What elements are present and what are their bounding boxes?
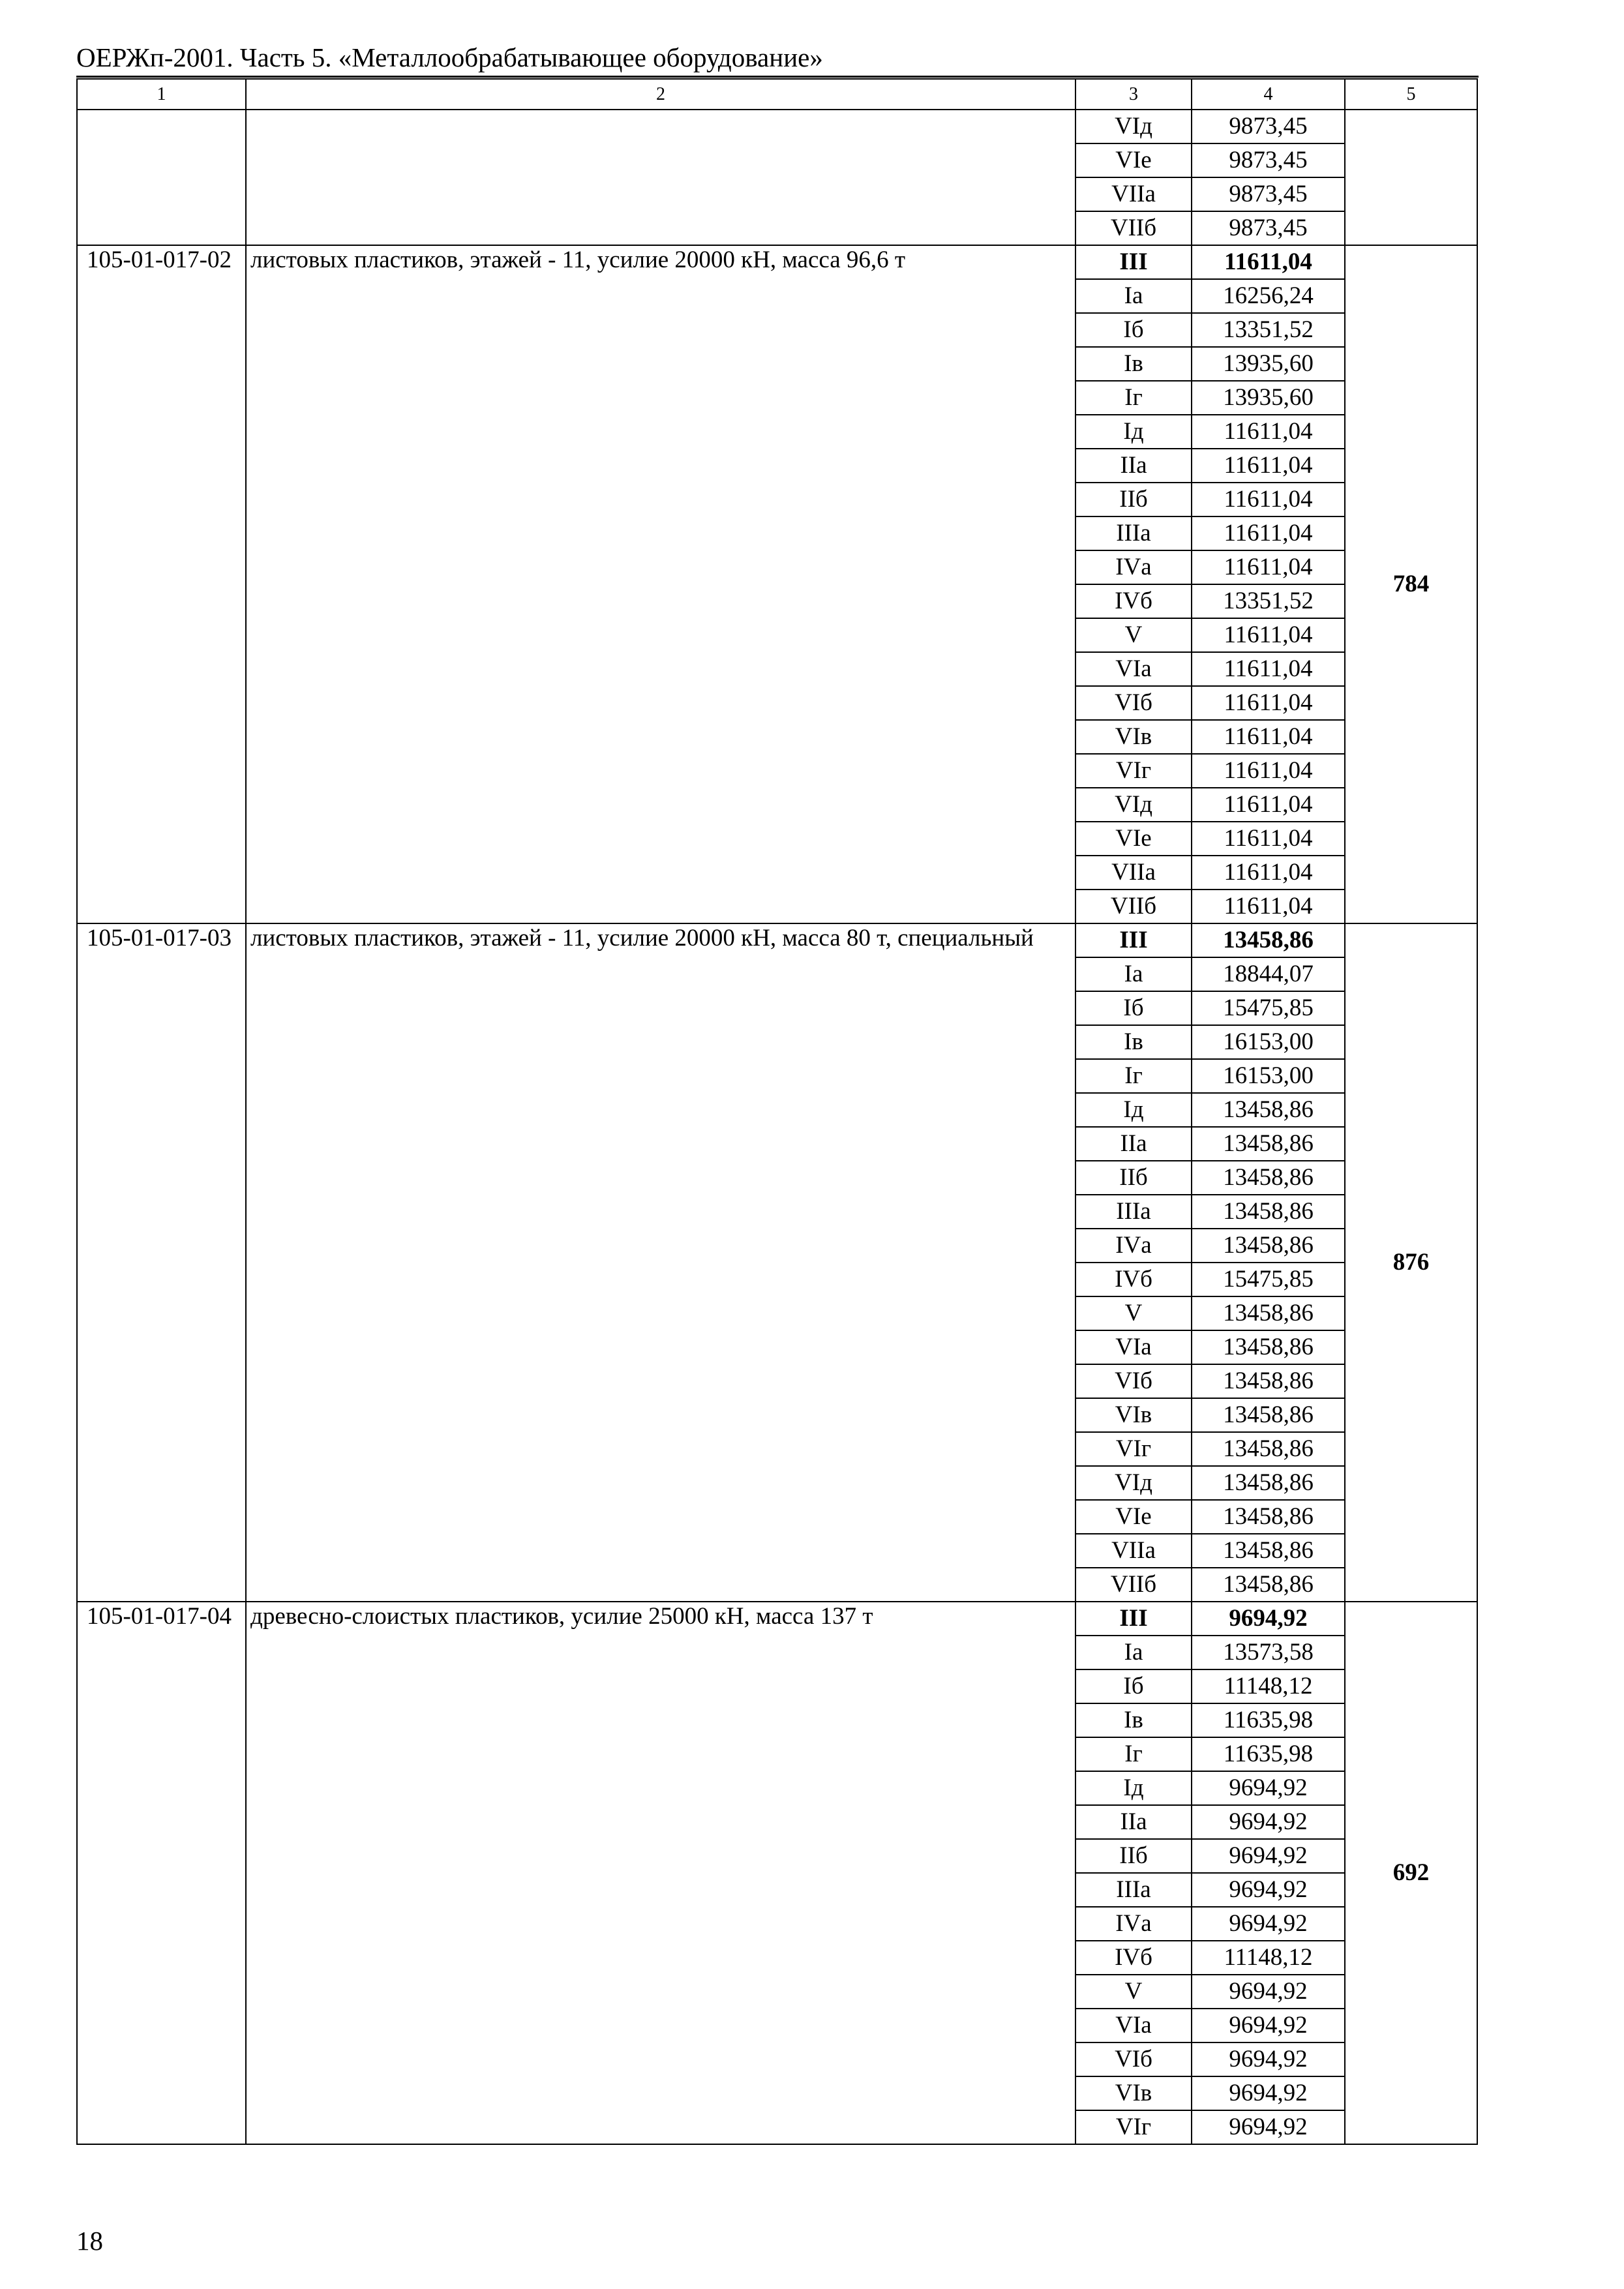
zone-cell: VIг [1075,754,1192,788]
item-col5-value [1345,110,1477,245]
zone-cell: IIа [1075,1127,1192,1161]
zone-cell: Iб [1075,1669,1192,1703]
item-code: 105-01-017-02 [77,245,246,923]
zone-cell: IVб [1075,1941,1192,1975]
price-cell: 13935,60 [1192,347,1345,381]
item-col5-value: 692 [1345,1602,1477,2144]
price-cell: 11635,98 [1192,1703,1345,1737]
price-cell: 11611,04 [1192,720,1345,754]
price-cell: 13458,86 [1192,923,1345,957]
zone-cell: III [1075,1602,1192,1636]
zone-cell: IIIа [1075,516,1192,550]
zone-cell: Iб [1075,313,1192,347]
zone-cell: VIа [1075,2009,1192,2042]
zone-cell: VIг [1075,2110,1192,2144]
zone-cell: Iг [1075,1059,1192,1093]
zone-cell: VIв [1075,2076,1192,2110]
zone-cell: VIг [1075,1432,1192,1466]
price-cell: 9694,92 [1192,1602,1345,1636]
zone-cell: VIд [1075,110,1192,143]
item-col5-value: 876 [1345,923,1477,1602]
zone-cell: VIа [1075,1330,1192,1364]
price-cell: 9873,45 [1192,211,1345,245]
price-cell: 13573,58 [1192,1636,1345,1669]
price-cell: 11611,04 [1192,415,1345,449]
table-row [77,110,1477,143]
zone-cell: Iв [1075,1025,1192,1059]
zone-cell: VIIб [1075,1568,1192,1602]
zone-cell: Iд [1075,415,1192,449]
zone-cell: Iб [1075,991,1192,1025]
price-cell: 9694,92 [1192,2009,1345,2042]
price-cell: 9694,92 [1192,1771,1345,1805]
column-number: 1 [77,79,246,110]
price-cell: 13935,60 [1192,381,1345,415]
item-description: листовых пластиков, этажей - 11, усилие 20000 кН, масса 96,6 т [246,245,1075,923]
zone-cell: VIIа [1075,177,1192,211]
price-cell: 11635,98 [1192,1737,1345,1771]
price-cell: 9873,45 [1192,143,1345,177]
price-cell: 9694,92 [1192,1975,1345,2009]
price-cell: 9694,92 [1192,1839,1345,1873]
zone-cell: Iд [1075,1093,1192,1127]
price-cell: 13351,52 [1192,313,1345,347]
price-cell: 13458,86 [1192,1568,1345,1602]
price-cell: 11611,04 [1192,618,1345,652]
price-cell: 13458,86 [1192,1330,1345,1364]
price-table [76,78,1478,2145]
zone-cell: IIIа [1075,1873,1192,1907]
zone-cell: VIа [1075,652,1192,686]
price-cell: 11611,04 [1192,652,1345,686]
zone-cell: VIв [1075,1398,1192,1432]
zone-cell: IIб [1075,1161,1192,1195]
page-header-title: ОЕРЖп-2001. Часть 5. «Металлообрабатывающее оборудование» [76,40,1479,78]
price-cell: 9694,92 [1192,2042,1345,2076]
price-cell: 15475,85 [1192,1263,1345,1296]
table-row [77,1602,1477,1636]
price-cell: 11611,04 [1192,890,1345,923]
price-cell: 11611,04 [1192,245,1345,279]
zone-cell: Iа [1075,957,1192,991]
zone-cell: IVа [1075,550,1192,584]
zone-cell: VIе [1075,822,1192,856]
zone-cell: VIIа [1075,856,1192,890]
zone-cell: IVб [1075,1263,1192,1296]
zone-cell: VIб [1075,686,1192,720]
price-cell: 13458,86 [1192,1195,1345,1229]
zone-cell: IVа [1075,1229,1192,1263]
item-code [77,110,246,245]
zone-cell: VIб [1075,2042,1192,2076]
price-cell: 11611,04 [1192,483,1345,516]
column-number: 4 [1192,79,1345,110]
page-number: 18 [76,2226,103,2256]
item-description: листовых пластиков, этажей - 11, усилие 20000 кН, масса 80 т, специальный [246,923,1075,1602]
zone-cell: IIб [1075,483,1192,516]
price-cell: 16256,24 [1192,279,1345,313]
zone-cell: VIд [1075,1466,1192,1500]
zone-cell: VIе [1075,143,1192,177]
price-cell: 13458,86 [1192,1466,1345,1500]
zone-cell: Iа [1075,279,1192,313]
price-cell: 13458,86 [1192,1093,1345,1127]
zone-cell: VIе [1075,1500,1192,1534]
price-cell: 13458,86 [1192,1161,1345,1195]
price-cell: 11611,04 [1192,516,1345,550]
price-cell: 15475,85 [1192,991,1345,1025]
item-description [246,110,1075,245]
price-cell: 13458,86 [1192,1432,1345,1466]
zone-cell: III [1075,245,1192,279]
price-cell: 13458,86 [1192,1296,1345,1330]
price-cell: 11611,04 [1192,449,1345,483]
price-cell: 13458,86 [1192,1534,1345,1568]
zone-cell: VIд [1075,788,1192,822]
zone-cell: IIб [1075,1839,1192,1873]
price-cell: 13458,86 [1192,1398,1345,1432]
price-cell: 11611,04 [1192,856,1345,890]
zone-cell: V [1075,618,1192,652]
price-cell: 13458,86 [1192,1500,1345,1534]
item-code: 105-01-017-03 [77,923,246,1602]
zone-cell: Iа [1075,1636,1192,1669]
price-cell: 9694,92 [1192,2076,1345,2110]
item-description: древесно-слоистых пластиков, усилие 25000 кН, масса 137 т [246,1602,1075,2144]
zone-cell: IIа [1075,449,1192,483]
table-row [77,923,1477,957]
price-cell: 11611,04 [1192,754,1345,788]
price-cell: 11148,12 [1192,1669,1345,1703]
price-cell: 16153,00 [1192,1059,1345,1093]
zone-cell: Iд [1075,1771,1192,1805]
zone-cell: Iг [1075,381,1192,415]
zone-cell: Iв [1075,347,1192,381]
column-number: 5 [1345,79,1477,110]
zone-cell: VIIа [1075,1534,1192,1568]
price-cell: 9694,92 [1192,1873,1345,1907]
zone-cell: V [1075,1296,1192,1330]
price-cell: 11611,04 [1192,822,1345,856]
price-cell: 13458,86 [1192,1364,1345,1398]
price-cell: 13458,86 [1192,1127,1345,1161]
price-cell: 11611,04 [1192,686,1345,720]
price-cell: 9873,45 [1192,177,1345,211]
price-cell: 11611,04 [1192,550,1345,584]
zone-cell: VIIб [1075,211,1192,245]
zone-cell: IVб [1075,584,1192,618]
zone-cell: VIб [1075,1364,1192,1398]
price-cell: 13458,86 [1192,1229,1345,1263]
zone-cell: V [1075,1975,1192,2009]
price-cell: 9694,92 [1192,2110,1345,2144]
price-cell: 11148,12 [1192,1941,1345,1975]
item-col5-value: 784 [1345,245,1477,923]
price-cell: 13351,52 [1192,584,1345,618]
column-number: 2 [246,79,1075,110]
zone-cell: IVа [1075,1907,1192,1941]
column-number-row [77,79,1477,110]
price-cell: 18844,07 [1192,957,1345,991]
item-code: 105-01-017-04 [77,1602,246,2144]
zone-cell: Iв [1075,1703,1192,1737]
zone-cell: VIв [1075,720,1192,754]
price-cell: 9694,92 [1192,1907,1345,1941]
zone-cell: Iг [1075,1737,1192,1771]
price-cell: 16153,00 [1192,1025,1345,1059]
zone-cell: III [1075,923,1192,957]
price-cell: 9694,92 [1192,1805,1345,1839]
zone-cell: VIIб [1075,890,1192,923]
table-row [77,245,1477,279]
price-cell: 9873,45 [1192,110,1345,143]
zone-cell: IIIа [1075,1195,1192,1229]
column-number: 3 [1075,79,1192,110]
zone-cell: IIа [1075,1805,1192,1839]
price-cell: 11611,04 [1192,788,1345,822]
